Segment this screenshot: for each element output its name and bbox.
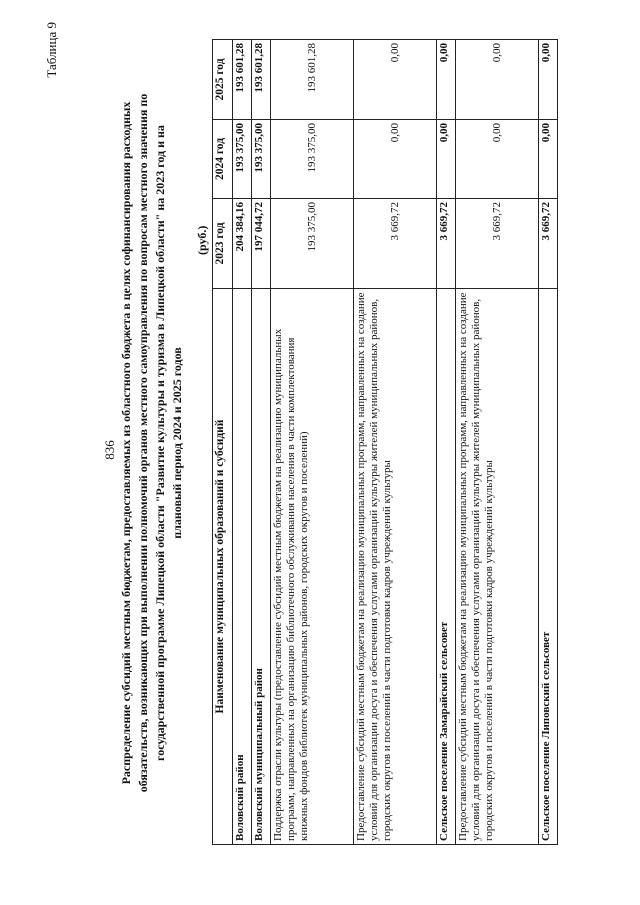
value-2024: 0,00 — [456, 120, 539, 199]
value-2024: 0,00 — [539, 120, 558, 199]
table-row — [233, 40, 252, 845]
column-header-2024: 2024 год — [213, 120, 233, 199]
page-number: 836 — [102, 440, 117, 460]
table-row — [354, 40, 437, 845]
table-label: Таблица 9 — [44, 22, 59, 78]
column-header-name: Наименование муниципальных образований и субсидий — [213, 289, 233, 845]
units-label: (руб.) — [195, 225, 209, 255]
heading-line: плановый период 2024 и 2025 годов — [170, 347, 184, 539]
value-2024: 193 375,00 — [233, 120, 252, 199]
row-name: Поддержка отрасли культуры (предоставление субсидий местным бюджетам на реализацию муниципальных программ, направленных на организацию библиотечного обслуживания населения в части комплектования книжных фондов библиотек муниципальных районов, городских округов и поселений) — [271, 289, 354, 845]
value-2025: 0,00 — [437, 40, 456, 120]
column-header-2025: 2025 год — [213, 40, 233, 120]
value-2023: 3 669,72 — [354, 199, 437, 289]
table-row — [252, 40, 271, 845]
table-row — [437, 40, 456, 845]
document-heading — [118, 73, 186, 813]
row-name: Сельское поселение Замарайский сельсовет — [437, 289, 456, 845]
value-2024: 0,00 — [437, 120, 456, 199]
value-2025: 0,00 — [456, 40, 539, 120]
table-row — [539, 40, 558, 845]
heading-line: обязательств, возникающих при выполнении полномочий органов местного самоуправления по вопросам местного значения по — [136, 93, 150, 793]
row-name: Воловский муниципальный район — [252, 289, 271, 845]
value-2023: 3 669,72 — [456, 199, 539, 289]
value-2025: 0,00 — [539, 40, 558, 120]
table-row — [456, 40, 539, 845]
value-2025: 193 601,28 — [233, 40, 252, 120]
heading-line: Распределение субсидий местным бюджетам, предоставляемых из областного бюджета в целях софинансирования расходных — [119, 101, 133, 785]
value-2025: 193 601,28 — [271, 40, 354, 120]
row-name: Предоставление субсидий местным бюджетам на реализацию муниципальных программ, направленных на создание условий для организации досуга и обеспечения услугами организаций культуры жителей муниципальных районов, городских округов и поселений в части подготовки кадров учреждений культуры — [354, 289, 437, 845]
subsidy-table — [212, 39, 558, 845]
column-header-2023: 2023 год — [213, 199, 233, 289]
value-2025: 193 601,28 — [252, 40, 271, 120]
value-2024: 193 375,00 — [271, 120, 354, 199]
value-2023: 197 044,72 — [252, 199, 271, 289]
row-name: Предоставление субсидий местным бюджетам на реализацию муниципальных программ, направленных на создание условий для организации досуга и обеспечения услугами организаций культуры жителей муниципальных районов, городских округов и поселений в части подготовки кадров учреждений культуры — [456, 289, 539, 845]
value-2025: 0,00 — [354, 40, 437, 120]
table-header-row — [213, 40, 233, 845]
heading-line: государственной программе Липецкой области "Развитие культуры и туризма в Липецкой области" на 2023 год и на — [153, 125, 167, 761]
value-2023: 3 669,72 — [539, 199, 558, 289]
value-2023: 204 384,16 — [233, 199, 252, 289]
value-2024: 0,00 — [354, 120, 437, 199]
value-2024: 193 375,00 — [252, 120, 271, 199]
row-name: Сельское поселение Липовский сельсовет — [539, 289, 558, 845]
table-row — [271, 40, 354, 845]
row-name: Воловский район — [233, 289, 252, 845]
value-2023: 3 669,72 — [437, 199, 456, 289]
value-2023: 193 375,00 — [271, 199, 354, 289]
